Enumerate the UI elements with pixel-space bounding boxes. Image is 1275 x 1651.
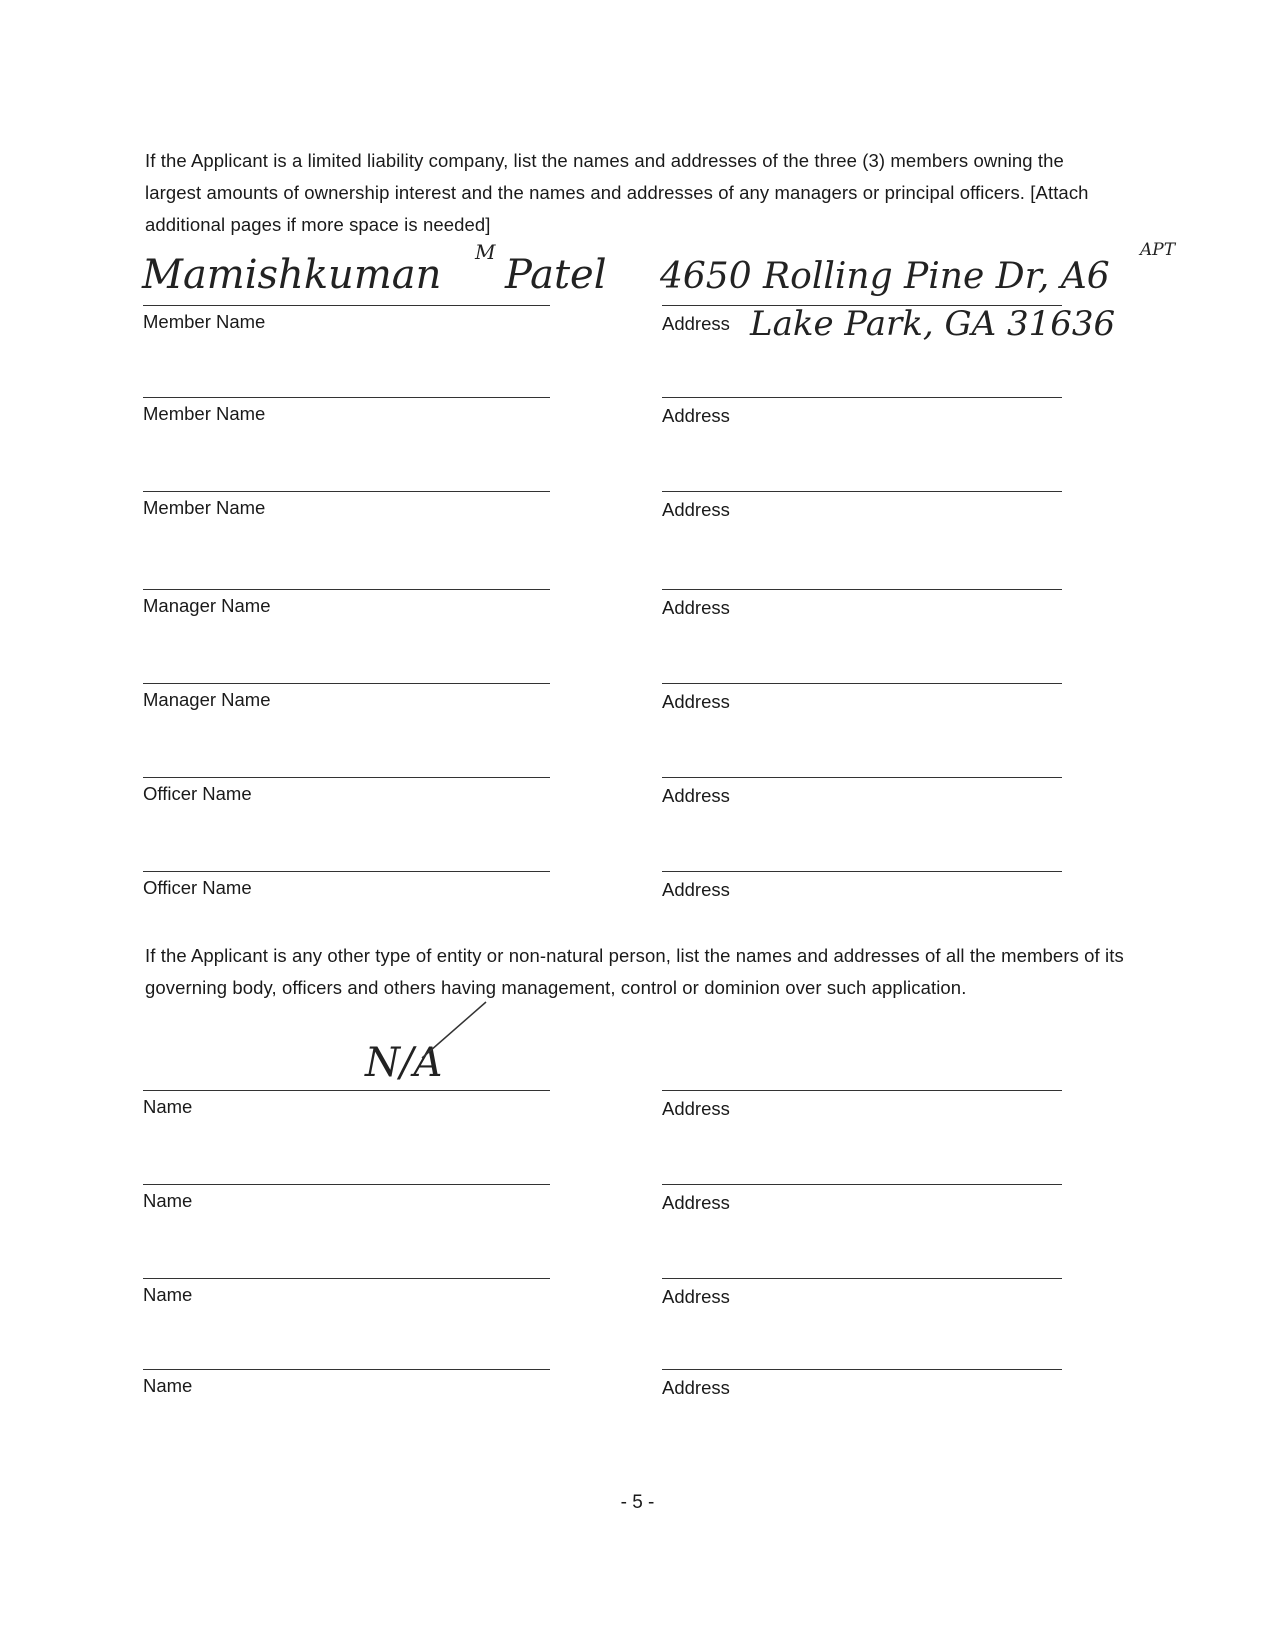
name-label: Manager Name <box>143 689 271 710</box>
address-field-line[interactable] <box>662 305 1062 306</box>
name-label: Name <box>143 1284 193 1305</box>
name-label: Name <box>143 1096 193 1117</box>
address-field-line[interactable] <box>662 1184 1062 1185</box>
name-field-line[interactable] <box>143 397 550 398</box>
address-label: Address <box>662 1286 730 1307</box>
name-field-line[interactable] <box>143 589 550 590</box>
na-slash-stroke <box>420 1000 490 1060</box>
name-field-line[interactable] <box>143 1278 550 1279</box>
name-field-line[interactable] <box>143 777 550 778</box>
address-field-line[interactable] <box>662 1090 1062 1091</box>
handwritten-member-name: Mamishkuman <box>142 252 442 298</box>
address-field-line[interactable] <box>662 871 1062 872</box>
name-label: Name <box>143 1375 193 1396</box>
address-label: Address <box>662 499 730 520</box>
address-label: Address <box>662 405 730 426</box>
name-label: Member Name <box>143 403 266 424</box>
address-field-line[interactable] <box>662 683 1062 684</box>
handwritten-address-line2: Lake Park, GA 31636 <box>750 304 1116 344</box>
address-label: Address <box>662 785 730 806</box>
handwritten-na: N/A <box>365 1040 443 1086</box>
handwritten-middle-initial: M <box>475 240 496 264</box>
handwritten-address-line1: 4650 Rolling Pine Dr, A6 <box>660 256 1110 297</box>
address-label: Address <box>662 1377 730 1398</box>
handwritten-apt: APT <box>1140 240 1176 260</box>
page-number: - 5 - <box>620 1492 655 1513</box>
other-entity-instructions: If the Applicant is any other type of entity or non-natural person, list the names and addresses of all the members of its governing body, officers and others having management, control or dominion over such application. <box>145 945 1124 998</box>
address-label: Address <box>662 1098 730 1119</box>
name-field-line[interactable] <box>143 1369 550 1370</box>
address-field-line[interactable] <box>662 1278 1062 1279</box>
address-field-line[interactable] <box>662 1369 1062 1370</box>
name-field-line[interactable] <box>143 871 550 872</box>
name-label: Name <box>143 1190 193 1211</box>
name-field-line[interactable] <box>143 683 550 684</box>
name-field-line[interactable] <box>143 1090 550 1091</box>
address-field-line[interactable] <box>662 589 1062 590</box>
llc-instructions: If the Applicant is a limited liability company, list the names and addresses of the three (3) members owning the largest amounts of ownership interest and the names and addresses of any managers or principal officers. [Attach additional pages if more space is needed] <box>145 150 1089 235</box>
address-label: Address <box>662 313 730 334</box>
name-label: Manager Name <box>143 595 271 616</box>
address-label: Address <box>662 691 730 712</box>
name-label: Member Name <box>143 311 266 332</box>
name-label: Officer Name <box>143 877 252 898</box>
name-field-line[interactable] <box>143 1184 550 1185</box>
address-label: Address <box>662 1192 730 1213</box>
name-field-line[interactable] <box>143 305 550 306</box>
name-label: Officer Name <box>143 783 252 804</box>
name-field-line[interactable] <box>143 491 550 492</box>
address-label: Address <box>662 597 730 618</box>
address-field-line[interactable] <box>662 777 1062 778</box>
address-field-line[interactable] <box>662 397 1062 398</box>
address-field-line[interactable] <box>662 491 1062 492</box>
handwritten-surname: Patel <box>505 252 607 298</box>
address-label: Address <box>662 879 730 900</box>
name-label: Member Name <box>143 497 266 518</box>
